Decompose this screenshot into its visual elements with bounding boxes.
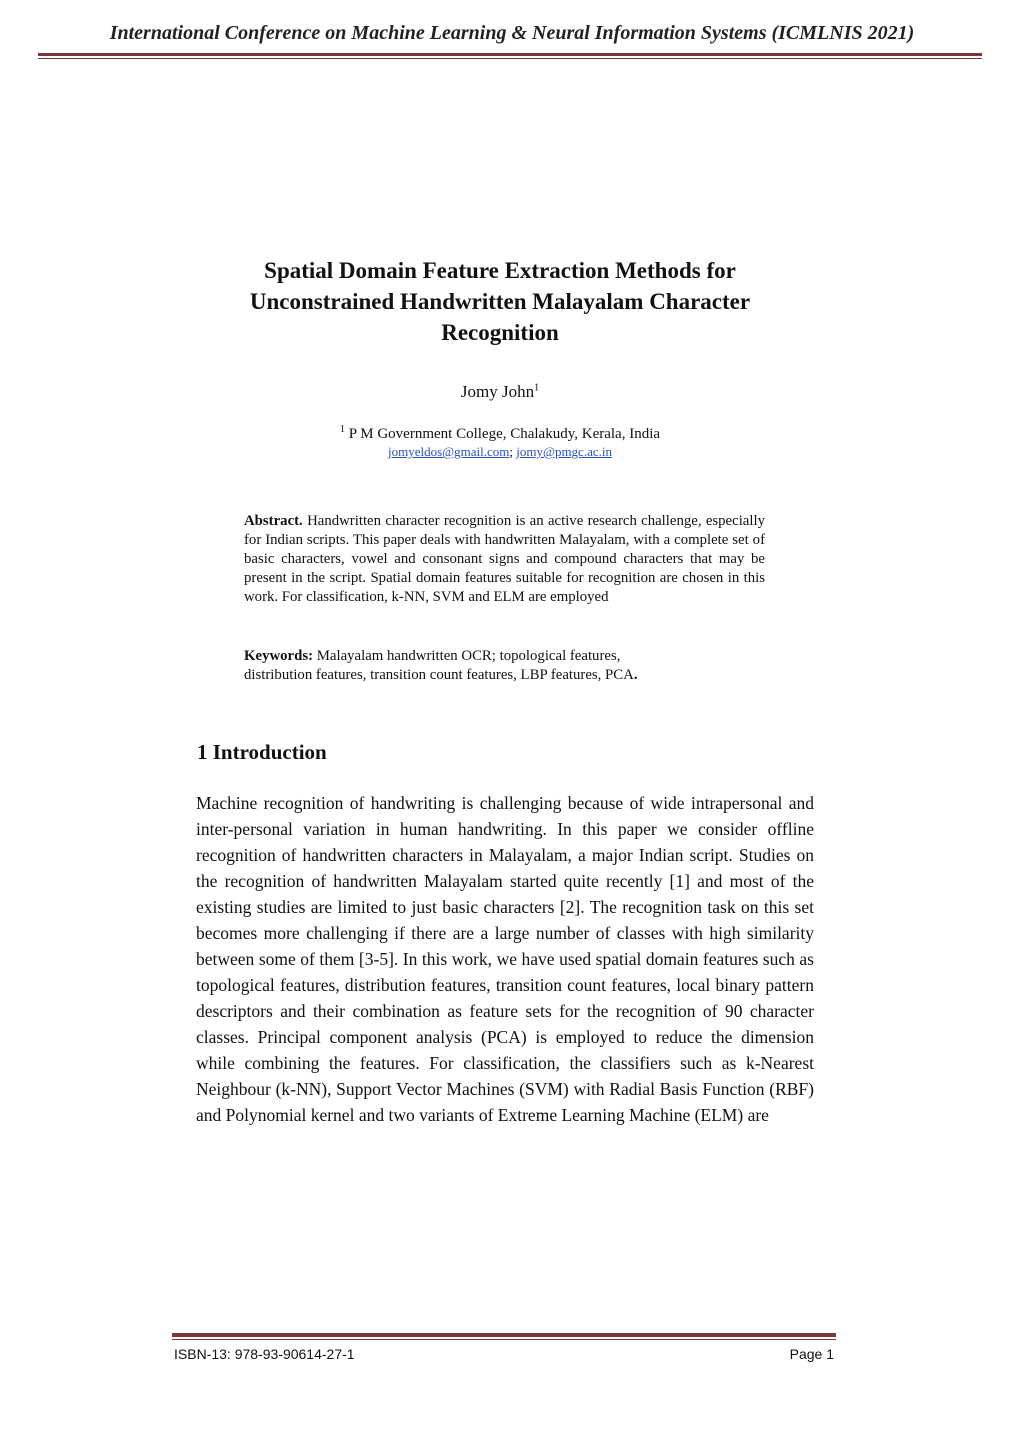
- email-link-2[interactable]: jomy@pmgc.ac.in: [516, 444, 612, 459]
- author-superscript: 1: [534, 382, 540, 394]
- affiliation: [0, 424, 1000, 443]
- author-emails: [0, 444, 1000, 460]
- keywords-line-1: [244, 647, 765, 666]
- abstract: [244, 512, 765, 607]
- abstract-label: Abstract.: [244, 513, 303, 529]
- author-name: Jomy John: [460, 382, 535, 401]
- keywords-end: .: [633, 667, 638, 683]
- header-rule-thin: [38, 58, 982, 59]
- author: [0, 382, 1000, 402]
- keywords-text-2: distribution features, transition count features, LBP features, PCA: [244, 667, 634, 683]
- footer-isbn: ISBN-13: 978-93-90614-27-1: [174, 1346, 355, 1362]
- title-line-3: Recognition: [441, 320, 559, 345]
- affiliation-text: P M Government College, Chalakudy, Kerala, India: [344, 426, 661, 442]
- keywords-line-2: [244, 666, 765, 685]
- footer-rule: [172, 1333, 836, 1337]
- abstract-text: Handwritten character recognition is an active research challenge, especially for Indian scripts. This paper deals with handwritten Malayalam, with a complete set of basic characters, vowel and consonant signs and compound characters that may be present in the script. Spatial domain features suitable for recognition are chosen in this work. For classification, k-NN, SVM and ELM are employed: [244, 513, 765, 605]
- keywords-text-1: Malayalam handwritten OCR; topological features,: [313, 648, 621, 664]
- keywords-label: Keywords:: [244, 648, 314, 664]
- conference-header: International Conference on Machine Learning & Neural Information Systems (ICMLNIS 2021): [109, 22, 915, 44]
- title-line-1: Spatial Domain Feature Extraction Methods for: [264, 258, 736, 283]
- header-rule: [38, 53, 982, 56]
- footer-rule-thin: [172, 1339, 836, 1340]
- title-line-2: Unconstrained Handwritten Malayalam Character: [249, 289, 751, 314]
- paper-title: [160, 255, 840, 348]
- introduction-body: Machine recognition of handwriting is challenging because of wide intrapersonal and inter-personal variation in human handwriting. In this paper we consider offline recognition of handwritten characters in Malayalam, a major Indian script. Studies on the recognition of handwritten Malayalam started quite recently [1] and most of the existing studies are limited to just basic characters [2]. The recognition task on this set becomes more challenging if there are a large number of classes with high similarity between some of them [3-5]. In this work, we have used spatial domain features such as topological features, distribution features, transition count features, local binary pattern descriptors and their combination as feature sets for the recognition of 90 character classes. Principal component analysis (PCA) is employed to reduce the dimension while combining the features. For classification, the classifiers such as k-Nearest Neighbour (k-NN), Support Vector Machines (SVM) with Radial Basis Function (RBF) and Polynomial kernel and two variants of Extreme Learning Machine (ELM) are: [196, 793, 814, 1125]
- affiliation-superscript: 1: [339, 424, 345, 435]
- email-separator: ;: [509, 444, 517, 459]
- section-heading: 1 Introduction: [197, 740, 327, 764]
- keywords: [244, 647, 765, 685]
- email-link-1[interactable]: jomyeldos@gmail.com: [388, 444, 510, 459]
- footer-page-number: Page 1: [789, 1346, 834, 1362]
